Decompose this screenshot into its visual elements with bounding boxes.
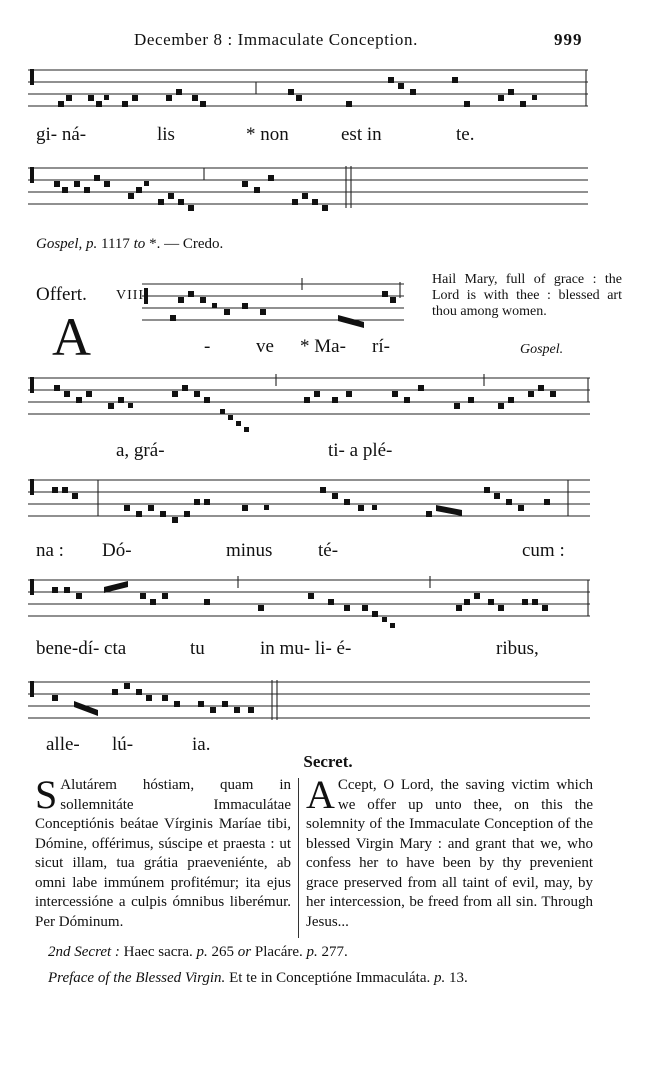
mode-label: VIII (116, 288, 145, 303)
staff-7-lyric-3: ia. (192, 734, 211, 755)
offertory-lyric-4: rí- (372, 336, 390, 357)
chant-staff-4 (28, 372, 590, 434)
secret-latin-column (35, 772, 291, 932)
page-title: December 8 : Immaculate Conception. (134, 30, 418, 49)
translation-source: Gospel. (520, 342, 564, 357)
staff-1-lyric-2: lis (157, 124, 175, 145)
chant-staff-6 (28, 574, 590, 638)
staff-5-lyric-1: na : (36, 540, 64, 561)
staff-1-lyric-3: * non (246, 124, 289, 145)
staff-4-lyric-1: a, grá- (116, 440, 165, 461)
offertory-lyric-2: ve (256, 336, 274, 357)
staff-5-lyric-2: Dó- (102, 540, 132, 561)
second-secret-line: 2nd Secret : Haec sacra. p. 265 or Placáre. p. 277. (48, 944, 348, 960)
staff-6-lyric-4: ribus, (496, 638, 539, 659)
staff-6-lyric-3: in mu- li- é- (260, 638, 352, 659)
english-dropcap: A (306, 772, 335, 817)
secret-latin-text: Alutárem hóstiam, quam in sollemnitáte Immaculátae Conceptiónis beátae Vírginis Maríae tibi, Dómine, offérimus, súscipe et praesta : ut sicut illam, tua grátia praeveniénte, ab omni labe immúnem profitémur; ita ejus intercessióne a culpis ómnibus liberémur. Per Dóminum. (35, 777, 291, 930)
staff-1-lyric-5: te. (456, 124, 475, 145)
latin-dropcap: S (35, 772, 58, 817)
initial-letter: A (52, 307, 91, 367)
page-number: 999 (554, 30, 583, 49)
english-translation: Hail Mary, full of grace : the Lord is with thee : blessed art thou among women. (432, 272, 622, 319)
secret-english-text: Ccept, O Lord, the saving victim which we offer up unto thee, on this the solemnity of the Immaculate Conception of the blessed Virgin Mary : and grant that we, who confess her to have been by thy prevenient grace preserved from all taint of evil, may, by her intercession, be freed from all sin. Through Jesus... (306, 777, 593, 930)
offertory-lyric-1: - (204, 336, 211, 357)
staff-7-lyric-2: lú- (112, 734, 134, 755)
chant-staff-2 (28, 162, 588, 218)
staff-6-lyric-1: bene-dí- cta (36, 638, 127, 659)
staff-5-lyric-3: minus (226, 540, 273, 561)
staff-6-lyric-2: tu (190, 638, 205, 659)
staff-1-lyric-4: est in (341, 124, 382, 145)
offertory-lyric-3: * Ma- (300, 336, 346, 357)
chant-staff-1 (28, 64, 588, 116)
staff-4-lyric-2: ti- a plé- (328, 440, 393, 461)
staff-7-lyric-1: alle- (46, 734, 80, 755)
page-header (0, 30, 656, 54)
chant-staff-3-offertory (142, 278, 404, 334)
secret-heading: Secret. (303, 752, 353, 771)
secret-english-column (306, 772, 593, 932)
chant-staff-7 (28, 676, 590, 726)
staff-1-lyric-1: gi- ná- (36, 124, 87, 145)
staff-5-lyric-5: cum : (522, 540, 565, 561)
chant-staff-5 (28, 474, 590, 534)
staff-5-lyric-4: té- (318, 540, 339, 561)
preface-line: Preface of the Blessed Virgin. Et te in Conceptióne Immaculáta. p. 13. (48, 970, 468, 986)
column-divider (298, 778, 299, 938)
gospel-reference: Gospel, p. 1117 to *. — Credo. (36, 236, 224, 252)
offertory-label: Offert. (36, 284, 87, 305)
